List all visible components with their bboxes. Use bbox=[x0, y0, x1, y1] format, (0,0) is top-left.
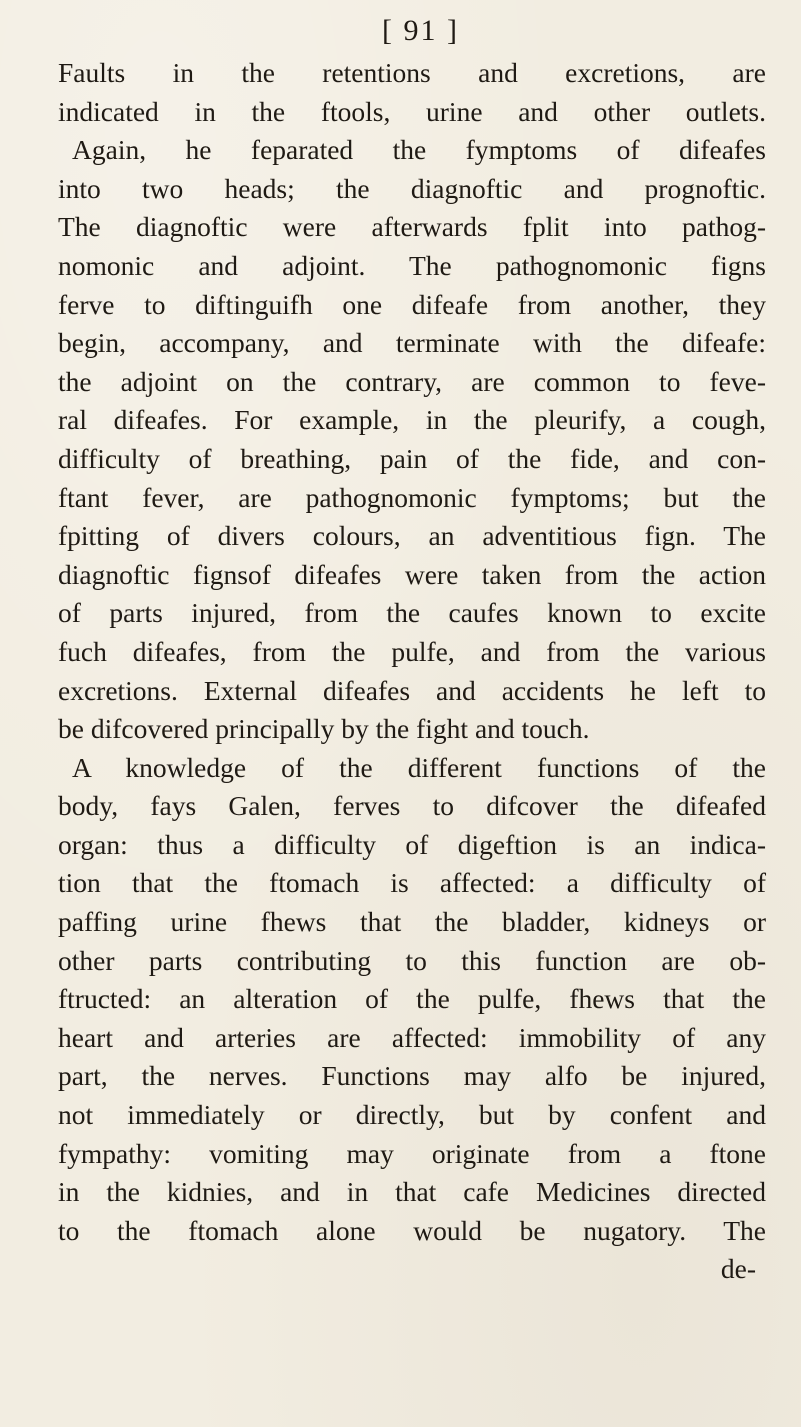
page-number: [ 91 ] bbox=[382, 14, 459, 47]
text-line: fuch difeafes, from the pulfe, and from the various bbox=[58, 635, 766, 667]
text-line: the adjoint on the contrary, are common to feve- bbox=[58, 365, 766, 397]
text-line: Again, he feparated the fymptoms of difeafes bbox=[72, 134, 766, 166]
text-line: in the kidnies, and in that cafe Medicines directed bbox=[58, 1176, 766, 1208]
text-line: diagnoftic fignsof difeafes were taken from the action bbox=[58, 558, 766, 590]
text-line: excretions. External difeafes and accidents he left to bbox=[58, 674, 766, 706]
text-line: body, fays Galen, ferves to difcover the difeafed bbox=[58, 790, 766, 822]
text-line: ftructed: an alteration of the pulfe, fhews that the bbox=[58, 983, 766, 1015]
text-line: The diagnoftic were afterwards fplit into pathog- bbox=[58, 211, 766, 243]
text-line: paffing urine fhews that the bladder, kidneys or bbox=[58, 906, 766, 938]
text-line: difficulty of breathing, pain of the fide, and con- bbox=[58, 442, 766, 474]
text-line: Faults in the retentions and excretions, are bbox=[58, 57, 766, 88]
text-line: organ: thus a difficulty of digeftion is an indica- bbox=[58, 828, 766, 860]
text-line: ftant fever, are pathognomonic fymptoms; but the bbox=[58, 481, 766, 513]
text-line: heart and arteries are affected: immobility of any bbox=[58, 1021, 766, 1053]
text-line: A knowledge of the different functions of the bbox=[72, 751, 766, 783]
text-line: nomonic and adjoint. The pathognomonic figns bbox=[58, 249, 766, 281]
text-line: part, the nerves. Functions may alfo be injured, bbox=[58, 1060, 766, 1092]
text-line: other parts contributing to this function are ob- bbox=[58, 944, 766, 976]
text-line: tion that the ftomach is affected: a difficulty of bbox=[58, 867, 766, 899]
text-line: begin, accompany, and terminate with the difeafe: bbox=[58, 327, 766, 359]
text-line: into two heads; the diagnoftic and prognoftic. bbox=[58, 172, 766, 204]
text-line: indicated in the ftools, urine and other outlets. bbox=[58, 95, 766, 127]
text-line: ferve to diftinguifh one difeafe from another, they bbox=[58, 288, 766, 320]
text-line: fpitting of divers colours, an adventitious fign. The bbox=[58, 520, 766, 552]
catchword: de- bbox=[720, 1253, 756, 1285]
text-line: fympathy: vomiting may originate from a ftone bbox=[58, 1137, 766, 1169]
text-line: to the ftomach alone would be nugatory. The bbox=[58, 1214, 766, 1246]
text-line: not immediately or directly, but by confent and bbox=[58, 1099, 766, 1131]
text-line: of parts injured, from the caufes known to excite bbox=[58, 597, 766, 629]
text-line: ral difeafes. For example, in the pleurify, a cough, bbox=[58, 404, 766, 436]
text-line: be difcovered principally by the fight and touch. bbox=[58, 713, 590, 745]
body-text bbox=[58, 54, 766, 1289]
